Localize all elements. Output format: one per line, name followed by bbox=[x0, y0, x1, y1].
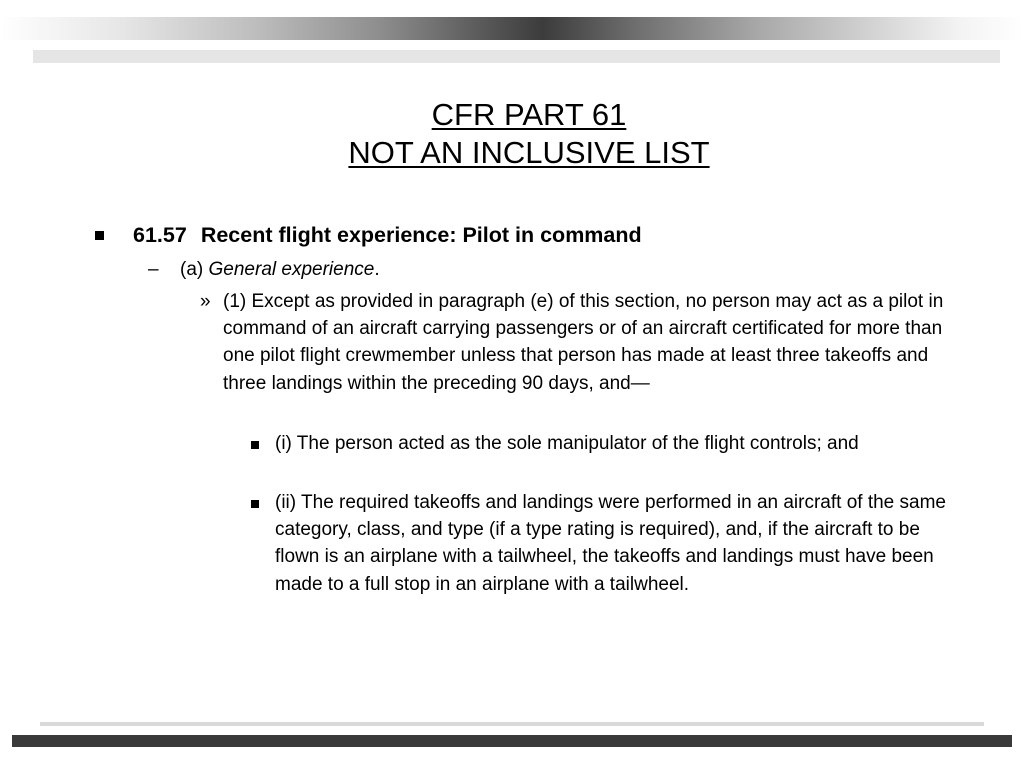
slide-title-line-1: CFR PART 61 bbox=[431, 97, 627, 132]
bottom-light-bar bbox=[40, 722, 984, 726]
subsection-title-period: . bbox=[374, 259, 380, 280]
square-bullet-icon bbox=[251, 500, 259, 508]
bottom-dark-bar bbox=[12, 735, 1012, 747]
section-number: 61.57 bbox=[133, 223, 187, 247]
square-bullet-icon bbox=[95, 231, 104, 240]
section-heading bbox=[133, 221, 642, 249]
list-item-text: (ii) The required takeoffs and landings were performed in an aircraft of the same category, class, and type (if a type rating is required), and, if the aircraft to be flown is an airplane with a tailwheel, the takeoffs and landings must have been made to a full stop in an airplane with a tailwheel. bbox=[275, 492, 946, 595]
subsection-heading bbox=[180, 257, 380, 283]
list-item-text: (i) The person acted as the sole manipulator of the flight controls; and bbox=[275, 433, 859, 454]
double-chevron-bullet-icon: » bbox=[200, 291, 211, 312]
section-title: Recent flight experience: Pilot in command bbox=[200, 223, 642, 247]
paragraph-text: (1) Except as provided in paragraph (e) of this section, no person may act as a pilot in command of an aircraft carrying passengers or of an aircraft certificated for more than one pilot flight crewmember unless that person has made at least three takeoffs and three landings within the preceding 90 days, and— bbox=[223, 291, 944, 394]
slide-title-line-2: NOT AN INCLUSIVE LIST bbox=[348, 135, 710, 170]
subsection-label: (a) bbox=[180, 259, 204, 280]
dash-bullet-icon: – bbox=[148, 259, 159, 280]
square-bullet-icon bbox=[251, 441, 259, 449]
subsection-title: General experience bbox=[208, 259, 375, 280]
